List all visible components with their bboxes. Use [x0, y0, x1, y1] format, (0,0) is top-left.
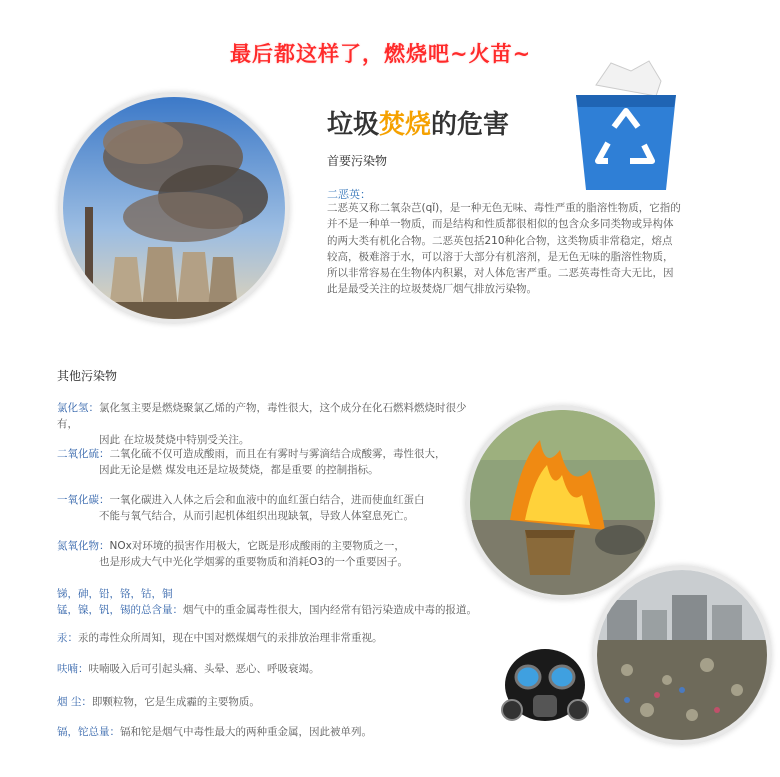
other-pollutants-heading: 其他污染物	[57, 369, 118, 383]
pollutant-item-furan: 呋喃：呋喃吸入后可引起头痛、头晕、恶心、呼吸衰竭。	[57, 663, 320, 675]
pollutant-item-cd-tl: 镉，铊总量：镉和铊是烟气中毒性最大的两种重金属，因此被单列。	[57, 726, 372, 738]
pollutant-item-hcl: 氯化氢：氯化氢主要是燃烧聚氯乙烯的产物，毒性很大，这个成分在化石燃料燃烧时很少有， 因此 在垃圾焚烧中特别受关注。	[57, 402, 467, 446]
primary-pollutants-heading: 首要污染物	[327, 154, 388, 168]
page-title: 垃圾焚烧的危害	[327, 110, 510, 140]
banner-slogan: 最后都这样了，燃烧吧~火苗~	[230, 41, 532, 66]
dioxin-description: 二恶英又称二氧杂芑(qǐ)，是一种无色无味、毒性严重的脂溶性物质，它指的并不是一种单一物质，而是结构和性质都很相似的包含众多同类物或异构体的两大类有机化合物。二恶英包括210种化合物，这类物质非常稳定，熔点较高，极难溶于水，可以溶于大部分有机溶剂，是无色无味的脂溶性物质，所以非常容易在生物体内积累，对人体危害严重。二恶英毒性奇大无比，因此是最受关注的垃圾焚烧厂烟气排放污染物。	[327, 202, 681, 296]
recycle-bin-icon	[566, 55, 686, 195]
pollutant-item-mercury: 汞：汞的毒性众所周知，现在中国对燃煤烟气的汞排放治理非常重视。	[57, 632, 383, 644]
pollutant-item-co: 一氧化碳：一氧化碳进入人体之后会和血液中的血红蛋白结合，进而使血红蛋白 不能与氧气结合，从而引起机体组织出现缺氧，导致人体窒息死亡。	[57, 494, 425, 522]
gas-mask-icon	[500, 645, 590, 730]
pollutant-item-heavy-metals: 锑，砷，铅，铬，钴，铜 锰，镍，钒，锡的总含量：烟气中的重金属毒性很大，国内经常有铅污染造成中毒的报道。	[57, 588, 477, 616]
pollutant-item-nox: 氮氧化物：NOx对环境的损害作用极大，它既是形成酸雨的主要物质之一， 也是形成大气中光化学烟雾的重要物质和消耗O3的一个重要因子。	[57, 540, 408, 568]
garbage-dump-photo	[592, 565, 772, 745]
dioxin-label: 二恶英：	[327, 188, 371, 201]
pollutant-item-so2: 二氧化硫：二氧化硫不仅可造成酸雨，而且在有雾时与雾滴结合成酸雾，毒性很大， 因此无论是燃 煤发电还是垃圾焚烧，都是重要 的控制指标。	[57, 448, 446, 476]
pollutant-item-dust: 烟 尘：即颗粒物，它是生成霾的主要物质。	[57, 696, 260, 708]
power-plant-photo	[58, 92, 290, 324]
burning-garbage-photo	[465, 405, 660, 600]
